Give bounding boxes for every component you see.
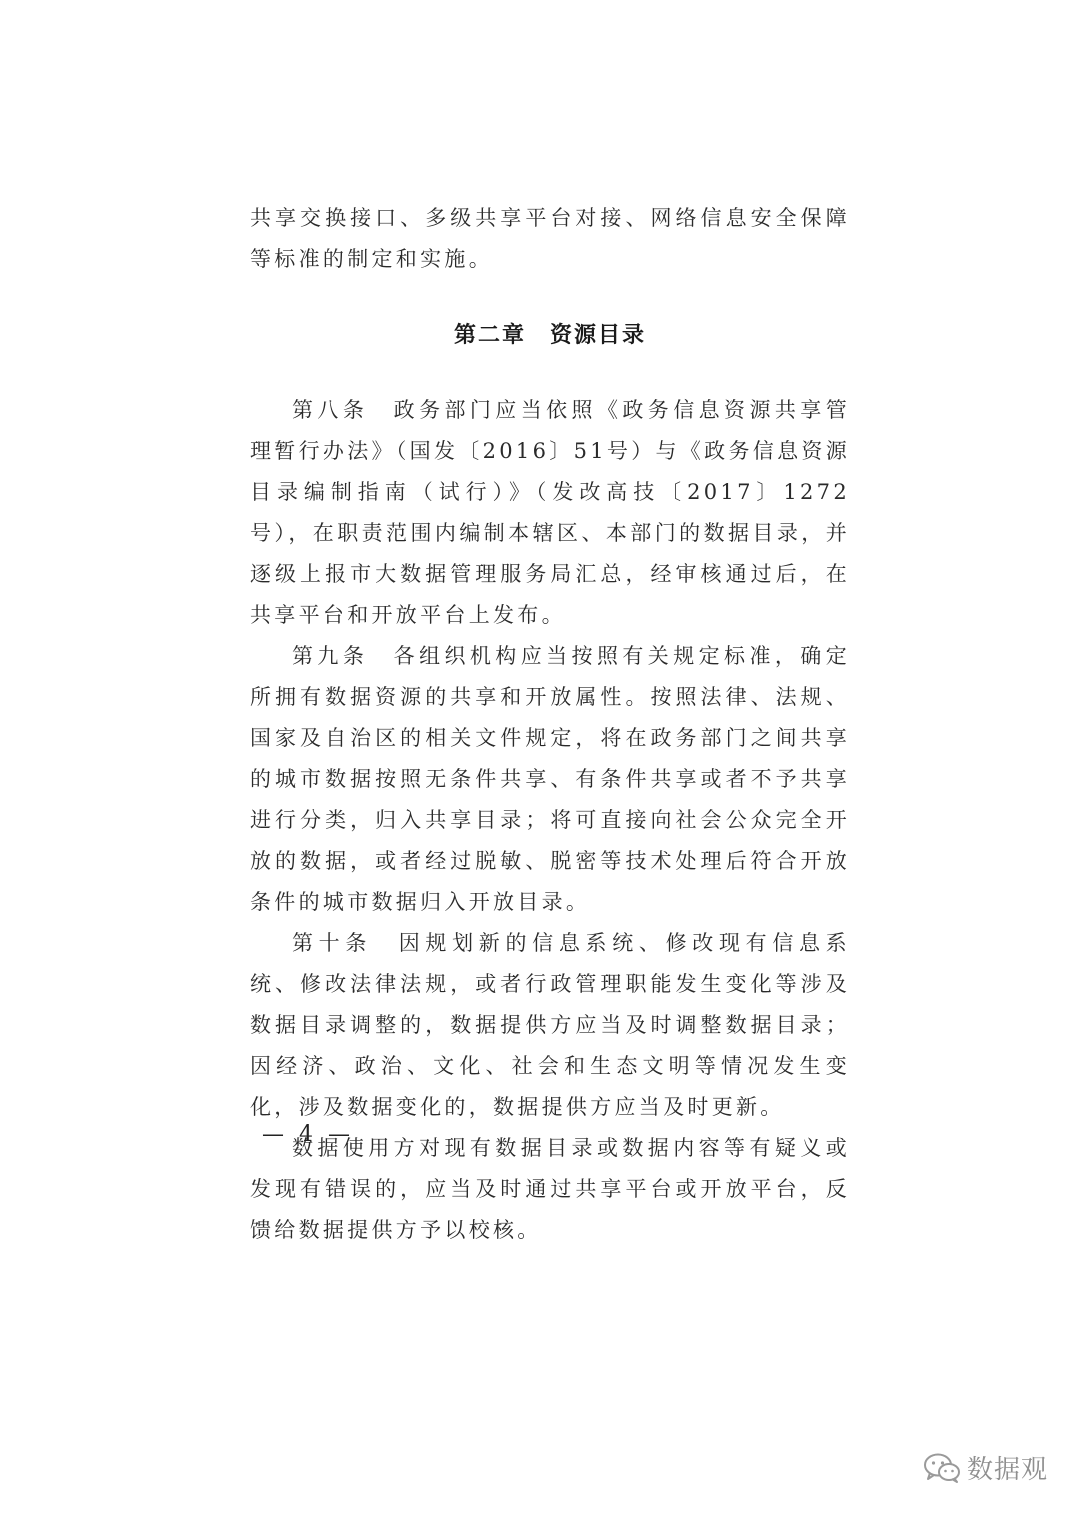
wechat-icon: [923, 1453, 961, 1483]
article-10-paragraph: 第十条 因规划新的信息系统、修改现有信息系统、修改法律法规，或者行政管理职能发生变化等涉及数据目录调整的，数据提供方应当及时调整数据目录；因经济、政治、文化、社会和生态文明等情况发生变化，涉及数据变化的，数据提供方应当及时更新。: [250, 931, 850, 1119]
watermark-text: 数据观: [966, 1455, 1048, 1485]
watermark: [923, 1449, 1048, 1486]
chapter-title: 第二章 资源目录: [453, 323, 646, 348]
intro-text: [250, 198, 850, 280]
page-number: — 4 —: [262, 1122, 354, 1147]
article-9-paragraph: 第九条 各组织机构应当按照有关规定标准，确定所拥有数据资源的共享和开放属性。按照法律、法规、国家及自治区的相关文件规定，将在政务部门之间共享的城市数据按照无条件共享、有条件共享或者不予共享进行分类，归入共享目录；将可直接向社会公众完全开放的数据，或者经过脱敏、脱密等技术处理后符合开放条件的城市数据归入开放目录。: [250, 644, 850, 914]
article-8-paragraph: 第八条 政务部门应当依照《政务信息资源共享管理暂行办法》（国发〔2016〕51号）与《政务信息资源目录编制指南（试行）》（发改高技〔2017〕1272号），在职责范围内编制本辖区、本部门的数据目录，并逐级上报市大数据管理服务局汇总，经审核通过后，在共享平台和开放平台上发布。: [250, 398, 850, 627]
data-user-paragraph: 数据使用方对现有数据目录或数据内容等有疑义或发现有错误的，应当及时通过共享平台或开放平台，反馈给数据提供方予以校核。: [250, 1136, 850, 1242]
intro-paragraph: 共享交换接口、多级共享平台对接、网络信息安全保障等标准的制定和实施。: [250, 206, 850, 271]
